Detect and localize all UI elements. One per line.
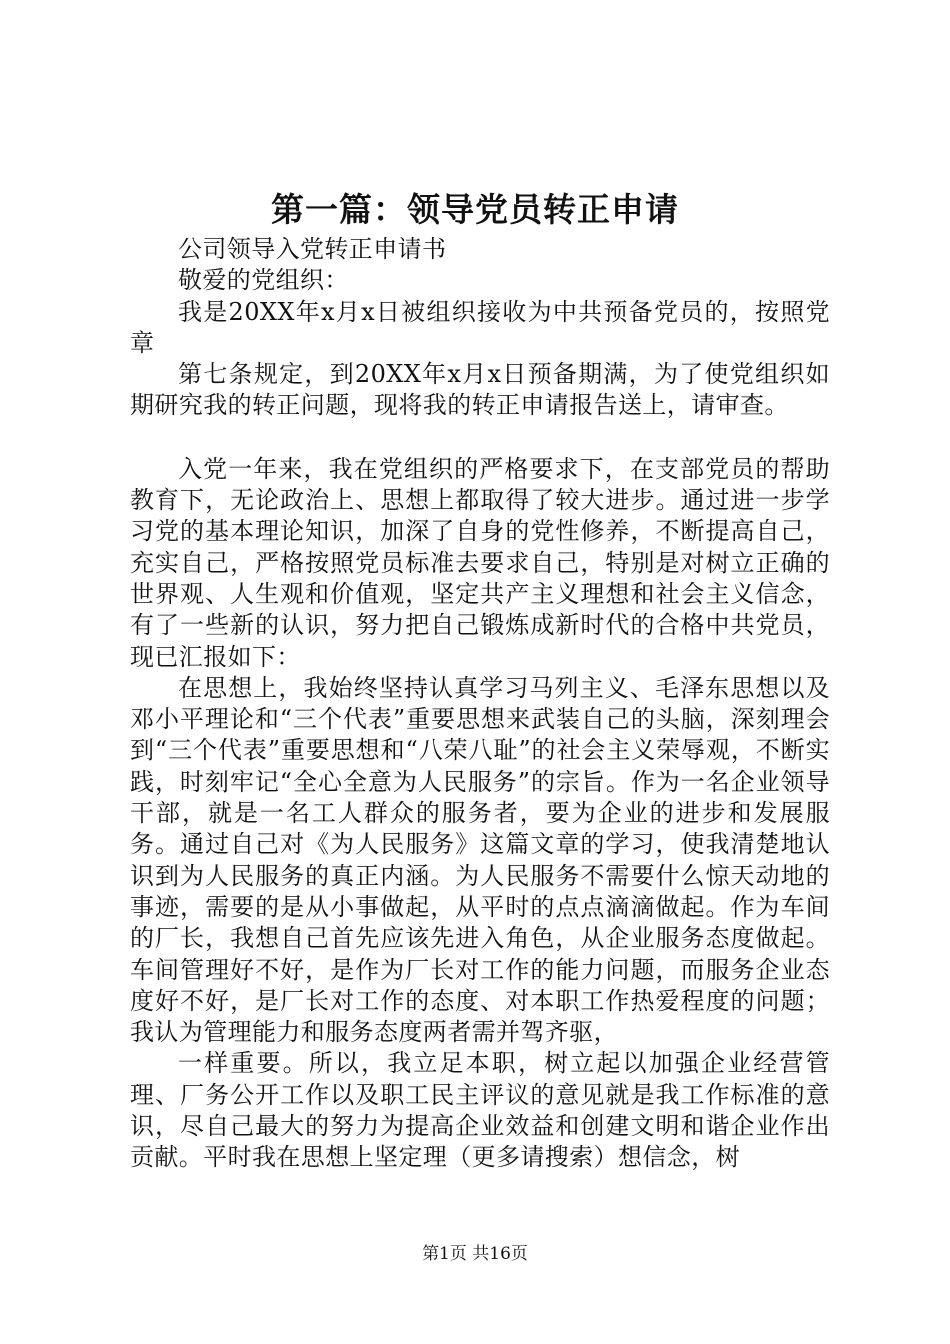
page-number: 第1页 共16页 xyxy=(422,1244,528,1264)
paragraph-regulation: 第七条规定，到20XX年x月x日预备期满，为了使党组织如期研究我的转正问题，现将我的转正申请报告送上，请审查。 xyxy=(130,360,830,420)
document-body xyxy=(130,234,830,1174)
paragraph-ideology: 在思想上，我始终坚持认真学习马列主义、毛泽东思想以及邓小平理论和“三个代表”重要思想来武装自己的头脑，深刻理会到“三个代表”重要思想和“八荣八耻”的社会主义荣辱观，不断实践，时刻牢记“全心全意为人民服务”的宗旨。作为一名企业领导干部，就是一名工人群众的服务者，要为企业的进步和发展服务。通过自己对《为人民服务》这篇文章的学习，使我清楚地认识到为人民服务的真正内涵。为人民服务不需要什么惊天动地的事迹，需要的是从小事做起，从平时的点点滴滴做起。作为车间的厂长，我想自己首先应该先进入角色，从企业服务态度做起。车间管理好不好，是作为厂长对工作的能力问题，而服务企业态度好不好，是厂长对工作的态度、对本职工作热爱程度的问题；我认为管理能力和服务态度两者需并驾齐驱， xyxy=(130,673,830,1047)
paragraph-salutation: 敬爱的党组织： xyxy=(178,266,349,295)
paragraph-work: 一样重要。所以，我立足本职，树立起以加强企业经营管理、厂务公开工作以及职工民主评议的意见就是我工作标准的意识，尽自己最大的努力为提高企业效益和创建文明和谐企业作出贡献。平时我在思想上坚定理（更多请搜索）想信念，树 xyxy=(130,1049,830,1172)
document-title: 第一篇：领导党员转正申请 xyxy=(271,190,679,229)
paragraph-intro: 我是20XX年x月x日被组织接收为中共预备党员的，按照党章 xyxy=(130,297,830,357)
paragraph-heading: 公司领导入党转正申请书 xyxy=(178,235,447,263)
paragraph-summary: 入党一年来，我在党组织的严格要求下，在支部党员的帮助教育下，无论政治上、思想上都取得了较大进步。通过进一步学习党的基本理论知识，加深了自身的党性修养，不断提高自己，充实自己，严格按照党员标准去要求自己，特别是对树立正确的世界观、人生观和价值观，坚定共产主义理想和社会主义信念，有了一些新的认识，努力把自己锻炼成新时代的合格中共党员，现已汇报如下： xyxy=(130,454,830,671)
